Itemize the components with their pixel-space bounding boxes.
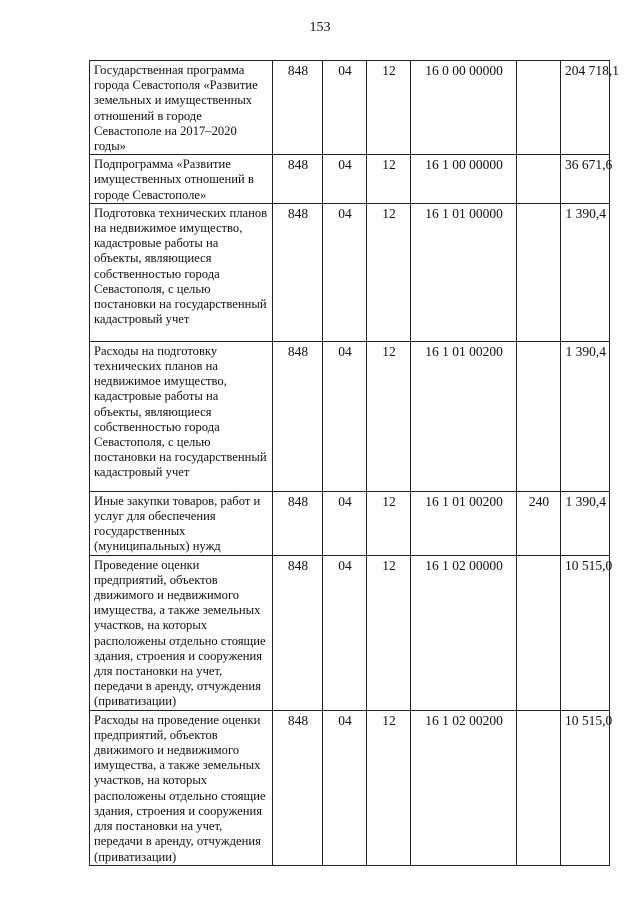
ministry-code-cell: 848 bbox=[273, 341, 323, 491]
ministry-code-cell: 848 bbox=[273, 555, 323, 710]
expense-type-cell bbox=[517, 710, 561, 865]
expense-type-cell bbox=[517, 155, 561, 204]
section-code-cell: 04 bbox=[323, 155, 367, 204]
amount-cell: 1 390,4 bbox=[561, 341, 610, 491]
row-name-cell: Подготовка технических планов на недвижимое имущество, кадастровые работы на объекты, являющиеся собственностью города Севастополя, с целью постановки на государственный кадастровый учет bbox=[90, 203, 273, 341]
subsection-code-cell: 12 bbox=[367, 203, 411, 341]
target-article-cell: 16 1 01 00200 bbox=[411, 491, 517, 555]
table-row bbox=[90, 203, 610, 341]
row-name-cell: Расходы на подготовку технических планов на недвижимое имущество, кадастровые работы на объекты, являющиеся собственностью города Севастополя, с целью постановки на государственный кадастровый учет bbox=[90, 341, 273, 491]
expense-type-cell bbox=[517, 555, 561, 710]
budget-table bbox=[89, 60, 619, 866]
table-row bbox=[90, 61, 610, 155]
target-article-cell: 16 1 00 00000 bbox=[411, 155, 517, 204]
amount-cell: 10 515,0 bbox=[561, 555, 610, 710]
target-article-cell: 16 1 01 00200 bbox=[411, 341, 517, 491]
section-code-cell: 04 bbox=[323, 61, 367, 155]
row-name-cell: Государственная программа города Севастополя «Развитие земельных и имущественных отношений в городе Севастополе на 2017–2020 годы» bbox=[90, 61, 273, 155]
ministry-code-cell: 848 bbox=[273, 491, 323, 555]
row-name-cell: Подпрограмма «Развитие имущественных отношений в городе Севастополе» bbox=[90, 155, 273, 204]
expense-type-cell bbox=[517, 341, 561, 491]
subsection-code-cell: 12 bbox=[367, 710, 411, 865]
ministry-code-cell: 848 bbox=[273, 155, 323, 204]
subsection-code-cell: 12 bbox=[367, 155, 411, 204]
subsection-code-cell: 12 bbox=[367, 61, 411, 155]
row-name-cell: Иные закупки товаров, работ и услуг для обеспечения государственных (муниципальных) нужд bbox=[90, 491, 273, 555]
row-name-cell: Расходы на проведение оценки предприятий, объектов движимого и недвижимого имущества, а также земельных участков, на которых расположены отдельно стоящие здания, строения и сооружения для постановки на учет, передачи в аренду, отчуждения (приватизации) bbox=[90, 710, 273, 865]
expense-type-cell bbox=[517, 203, 561, 341]
table-row bbox=[90, 155, 610, 204]
section-code-cell: 04 bbox=[323, 203, 367, 341]
ministry-code-cell: 848 bbox=[273, 61, 323, 155]
amount-cell: 10 515,0 bbox=[561, 710, 610, 865]
table-row bbox=[90, 555, 610, 710]
target-article-cell: 16 0 00 00000 bbox=[411, 61, 517, 155]
expense-type-cell: 240 bbox=[517, 491, 561, 555]
ministry-code-cell: 848 bbox=[273, 710, 323, 865]
ministry-code-cell: 848 bbox=[273, 203, 323, 341]
amount-cell: 204 718,1 bbox=[561, 61, 610, 155]
subsection-code-cell: 12 bbox=[367, 555, 411, 710]
section-code-cell: 04 bbox=[323, 341, 367, 491]
section-code-cell: 04 bbox=[323, 491, 367, 555]
subsection-code-cell: 12 bbox=[367, 491, 411, 555]
amount-cell: 1 390,4 bbox=[561, 203, 610, 341]
amount-cell: 36 671,6 bbox=[561, 155, 610, 204]
table-row bbox=[90, 341, 610, 491]
page-number: 153 bbox=[309, 20, 331, 35]
table-row bbox=[90, 491, 610, 555]
target-article-cell: 16 1 02 00000 bbox=[411, 555, 517, 710]
table-row bbox=[90, 710, 610, 865]
section-code-cell: 04 bbox=[323, 710, 367, 865]
amount-cell: 1 390,4 bbox=[561, 491, 610, 555]
target-article-cell: 16 1 02 00200 bbox=[411, 710, 517, 865]
subsection-code-cell: 12 bbox=[367, 341, 411, 491]
expense-type-cell bbox=[517, 61, 561, 155]
section-code-cell: 04 bbox=[323, 555, 367, 710]
row-name-cell: Проведение оценки предприятий, объектов движимого и недвижимого имущества, а также земельных участков, на которых расположены отдельно стоящие здания, строения и сооружения для постановки на учет, передачи в аренду, отчуждения (приватизации) bbox=[90, 555, 273, 710]
target-article-cell: 16 1 01 00000 bbox=[411, 203, 517, 341]
